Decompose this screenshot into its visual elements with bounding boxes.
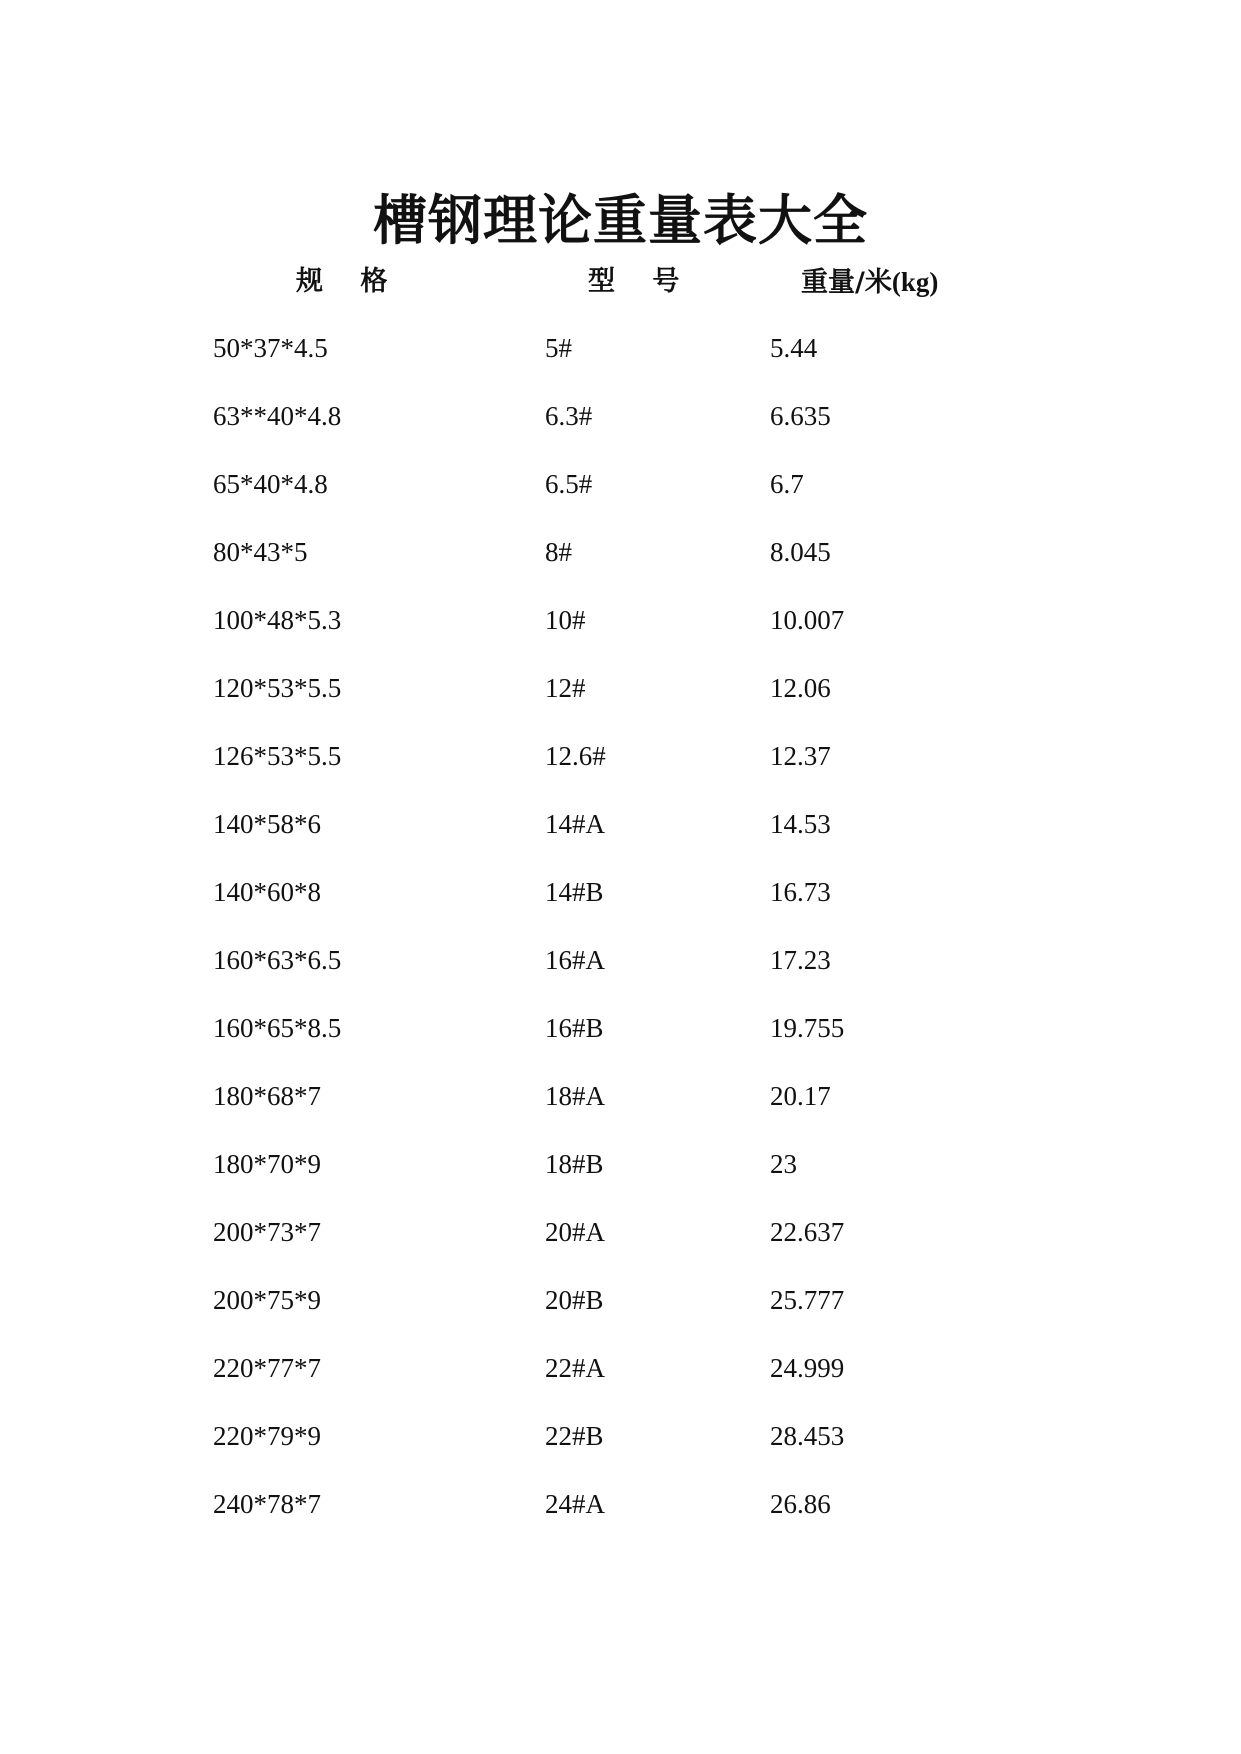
cell-model: 18#B	[545, 1149, 604, 1179]
table-row	[0, 804, 1241, 872]
table-row	[0, 464, 1241, 532]
cell-model: 16#A	[545, 945, 605, 975]
cell-model: 16#B	[545, 1013, 604, 1043]
cell-spec: 140*58*6	[213, 809, 321, 839]
column-header-weight-label: 重量/米	[801, 267, 892, 298]
cell-spec: 160*63*6.5	[213, 945, 342, 975]
cell-spec: 240*78*7	[213, 1489, 321, 1519]
cell-weight: 22.637	[770, 1217, 845, 1247]
table-body	[0, 328, 1241, 1552]
cell-weight: 6.7	[770, 469, 804, 499]
cell-model: 22#B	[545, 1421, 604, 1451]
column-header-spec: 规 格	[296, 266, 402, 297]
cell-spec: 200*75*9	[213, 1285, 321, 1315]
table-row	[0, 1144, 1241, 1212]
cell-model: 12.6#	[545, 741, 606, 771]
cell-spec: 80*43*5	[213, 537, 308, 567]
cell-weight: 17.23	[770, 945, 831, 975]
table-row	[0, 532, 1241, 600]
cell-weight: 12.06	[770, 673, 831, 703]
cell-spec: 220*79*9	[213, 1421, 321, 1451]
cell-model: 6.3#	[545, 401, 593, 431]
table-row	[0, 1348, 1241, 1416]
cell-weight: 24.999	[770, 1353, 845, 1383]
cell-weight: 5.44	[770, 333, 818, 363]
column-header-weight-unit: (kg)	[891, 267, 939, 297]
cell-model: 12#	[545, 673, 586, 703]
cell-spec: 180*70*9	[213, 1149, 321, 1179]
table-row	[0, 1212, 1241, 1280]
table-row	[0, 872, 1241, 940]
cell-model: 14#A	[545, 809, 605, 839]
cell-model: 8#	[545, 537, 572, 567]
cell-model: 6.5#	[545, 469, 593, 499]
cell-spec: 126*53*5.5	[213, 741, 342, 771]
cell-weight: 8.045	[770, 537, 831, 567]
cell-weight: 28.453	[770, 1421, 845, 1451]
cell-model: 5#	[545, 333, 572, 363]
table-row	[0, 940, 1241, 1008]
cell-weight: 23	[770, 1149, 797, 1179]
cell-spec: 120*53*5.5	[213, 673, 342, 703]
table-row	[0, 328, 1241, 396]
cell-spec: 63**40*4.8	[213, 401, 342, 431]
table-row	[0, 1008, 1241, 1076]
cell-weight: 12.37	[770, 741, 831, 771]
table-header	[0, 262, 1241, 302]
cell-weight: 19.755	[770, 1013, 845, 1043]
cell-weight: 14.53	[770, 809, 831, 839]
table-row	[0, 736, 1241, 804]
table-row	[0, 1076, 1241, 1144]
table-row	[0, 1484, 1241, 1552]
cell-model: 20#B	[545, 1285, 604, 1315]
cell-model: 24#A	[545, 1489, 605, 1519]
cell-spec: 160*65*8.5	[213, 1013, 342, 1043]
cell-spec: 50*37*4.5	[213, 333, 328, 363]
cell-spec: 100*48*5.3	[213, 605, 342, 635]
cell-spec: 140*60*8	[213, 877, 321, 907]
column-header-model: 型 号	[588, 266, 694, 297]
cell-model: 14#B	[545, 877, 604, 907]
cell-spec: 200*73*7	[213, 1217, 321, 1247]
cell-weight: 10.007	[770, 605, 845, 635]
cell-model: 20#A	[545, 1217, 605, 1247]
cell-model: 18#A	[545, 1081, 605, 1111]
column-header-weight	[801, 262, 938, 303]
table-row	[0, 1280, 1241, 1348]
table-row	[0, 1416, 1241, 1484]
cell-model: 10#	[545, 605, 586, 635]
page-title: 槽钢理论重量表大全	[373, 189, 868, 253]
table-row	[0, 600, 1241, 668]
table-row	[0, 668, 1241, 736]
cell-spec: 65*40*4.8	[213, 469, 328, 499]
cell-weight: 16.73	[770, 877, 831, 907]
table-row	[0, 396, 1241, 464]
cell-weight: 25.777	[770, 1285, 845, 1315]
cell-spec: 180*68*7	[213, 1081, 321, 1111]
cell-weight: 6.635	[770, 401, 831, 431]
cell-weight: 26.86	[770, 1489, 831, 1519]
cell-spec: 220*77*7	[213, 1353, 321, 1383]
cell-model: 22#A	[545, 1353, 605, 1383]
cell-weight: 20.17	[770, 1081, 831, 1111]
